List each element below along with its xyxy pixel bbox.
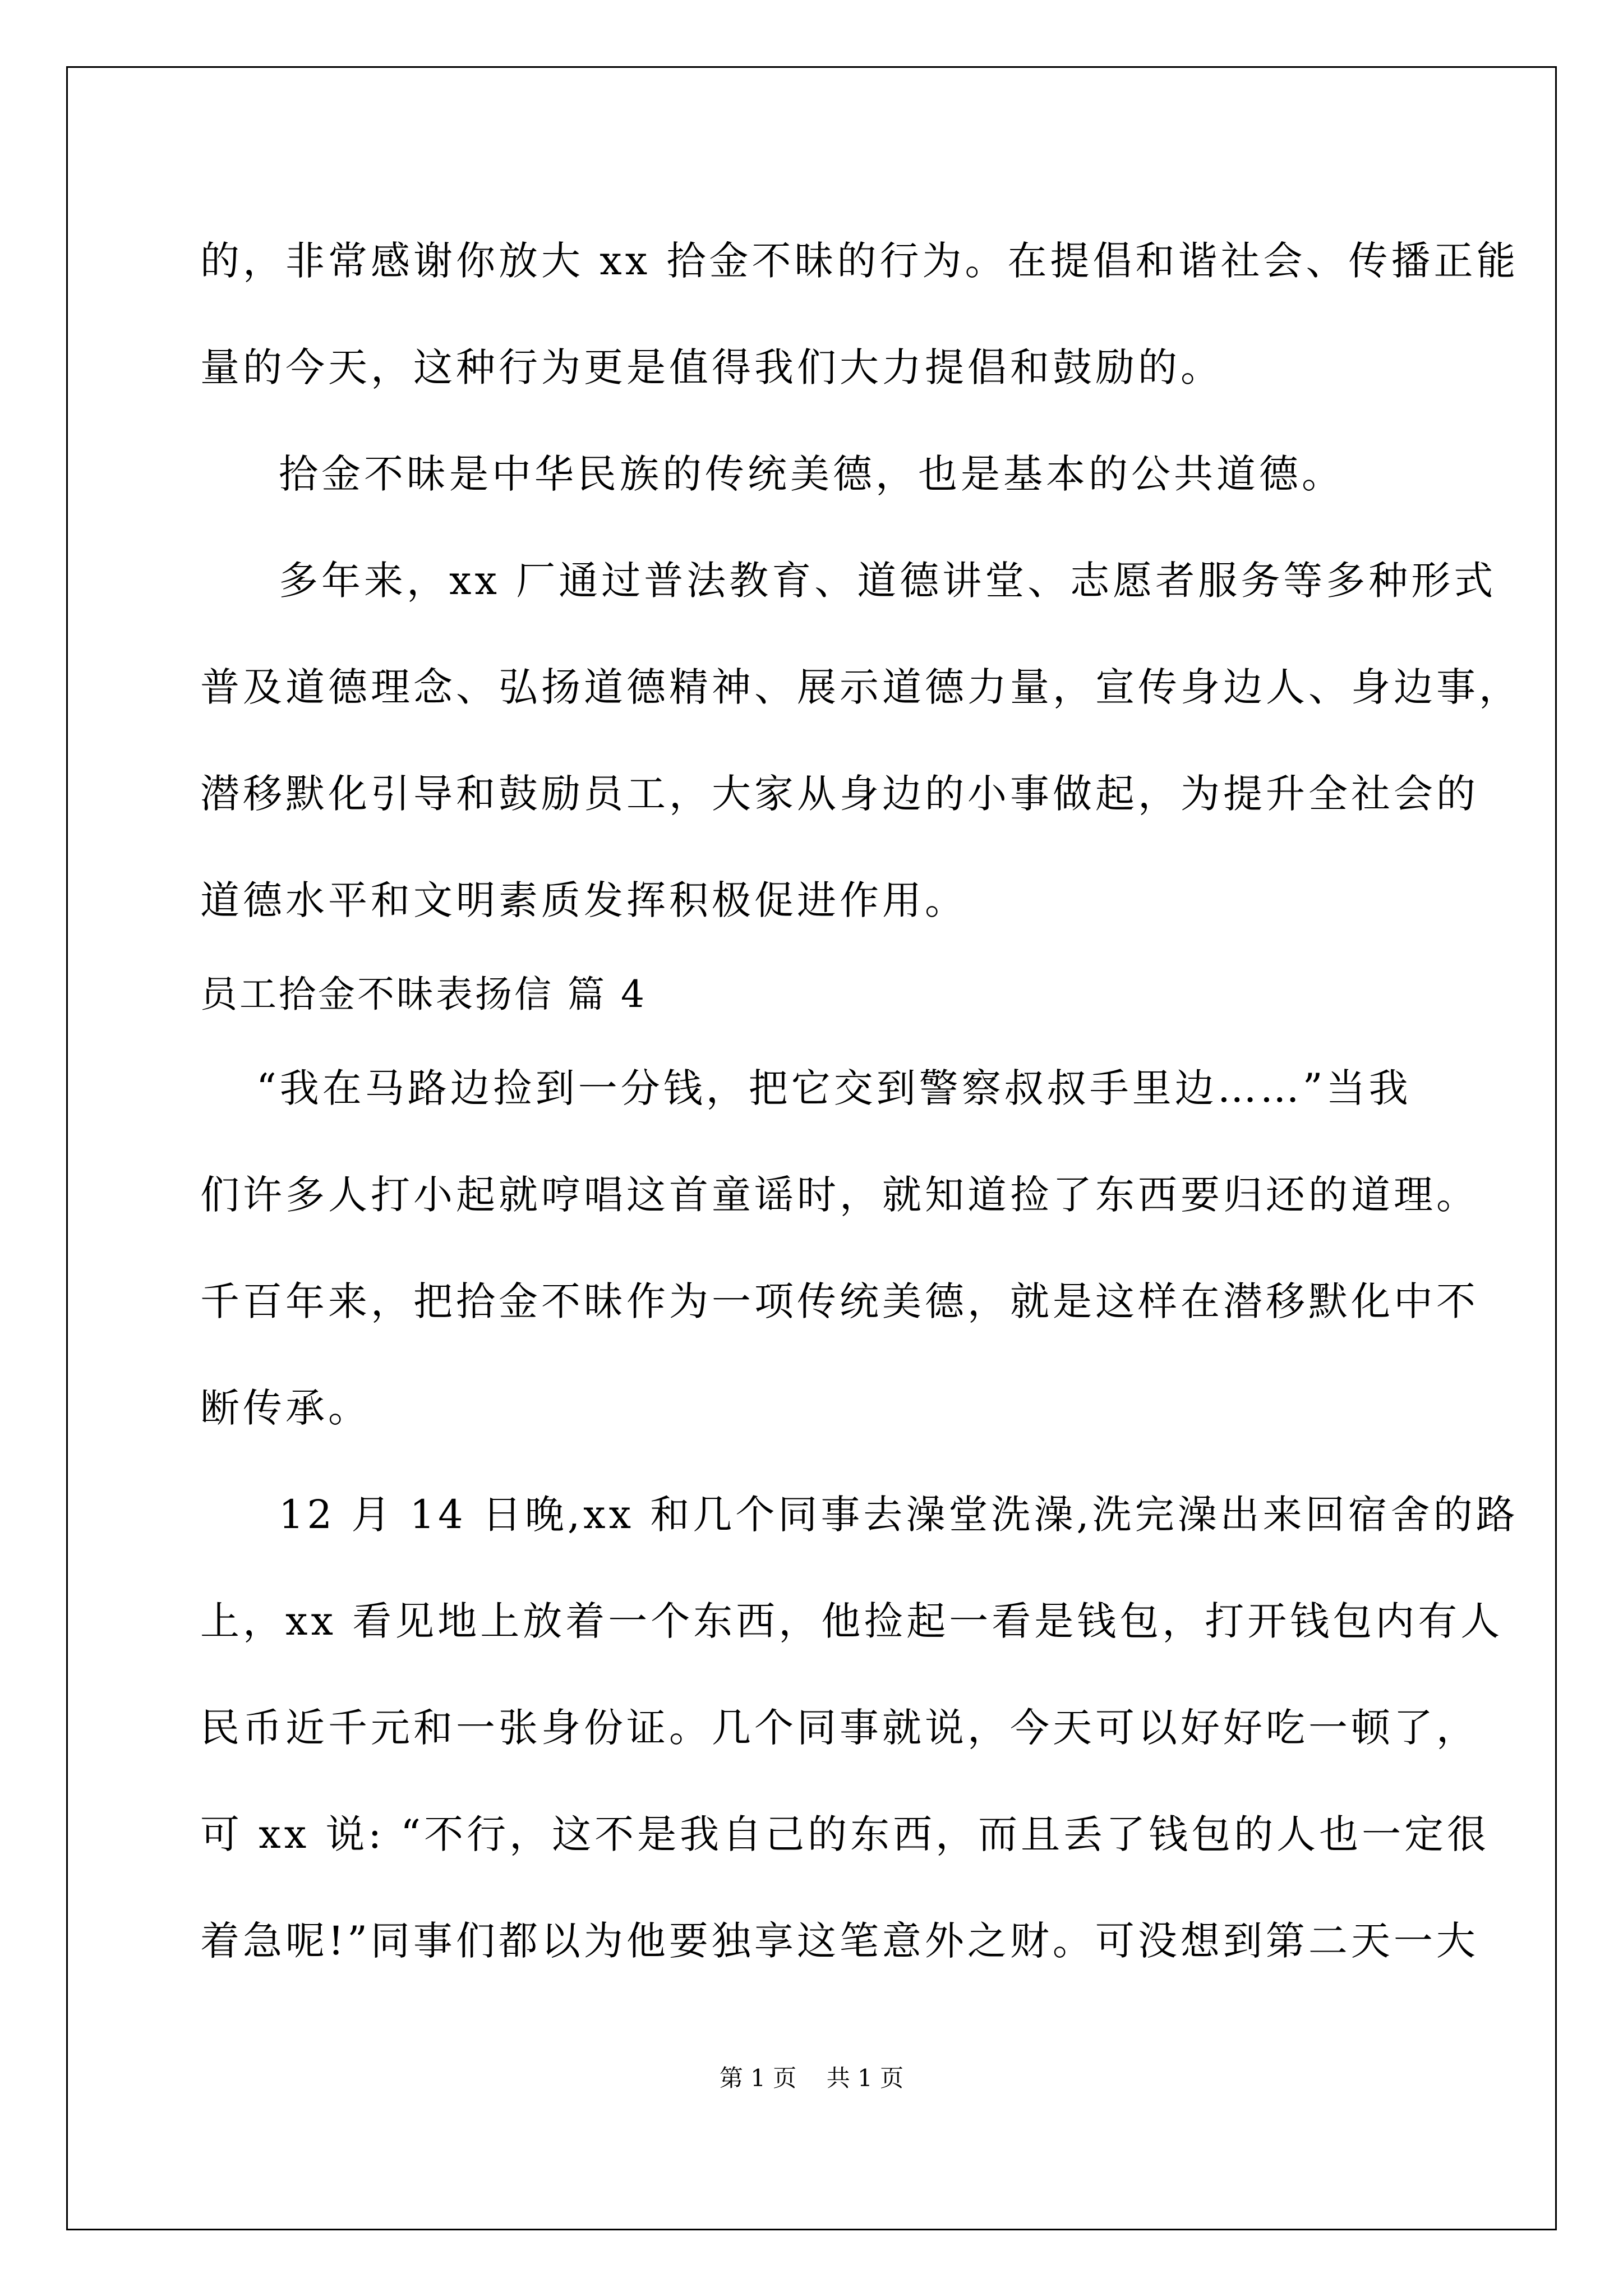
page-number-footer: 第 1 页 共 1 页 xyxy=(719,2064,904,2092)
paragraph-line: “我在马路边捡到一分钱，把它交到警察叔叔手里边……”当我 xyxy=(256,1065,1412,1111)
paragraph-line: 普及道德理念、弘扬道德精神、展示道德力量，宣传身边人、身边事， xyxy=(200,664,1521,710)
paragraph-line: 上，xx 看见地上放着一个东西，他捡起一看是钱包，打开钱包内有人 xyxy=(200,1598,1504,1644)
paragraph-line: 量的今天，这种行为更是值得我们大力提倡和鼓励的。 xyxy=(200,344,1223,390)
paragraph-line: 可 xx 说: “不行，这不是我自己的东西，而且丢了钱包的人也一定很 xyxy=(200,1811,1490,1857)
paragraph-line: 拾金不昧是中华民族的传统美德，也是基本的公共道德。 xyxy=(279,451,1344,497)
paragraph-line: 道德水平和文明素质发挥积极促进作用。 xyxy=(200,877,967,923)
paragraph-line: 12 月 14 日晚,xx 和几个同事去澡堂洗澡,洗完澡出来回宿舍的路 xyxy=(279,1492,1519,1538)
paragraph-line: 着急呢!”同事们都以为他要独享这笔意外之财。可没想到第二天一大 xyxy=(200,1918,1479,1964)
paragraph-line: 千百年来，把拾金不昧作为一项传统美德，就是这样在潜移默化中不 xyxy=(200,1278,1479,1324)
paragraph-line: 潜移默化引导和鼓励员工，大家从身边的小事做起，为提升全社会的 xyxy=(200,771,1479,817)
document-body xyxy=(200,208,1521,1994)
section-heading: 员工拾金不昧表扬信 篇 4 xyxy=(200,973,647,1016)
paragraph-line: 们许多人打小起就哼唱这首童谣时，就知道捡了东西要归还的道理。 xyxy=(200,1172,1479,1218)
paragraph-line: 的，非常感谢你放大 xx 拾金不昧的行为。在提倡和谐社会、传播正能 xyxy=(200,238,1519,284)
paragraph-line: 断传承。 xyxy=(200,1385,371,1431)
paragraph-line: 民币近千元和一张身份证。几个同事就说，今天可以好好吃一顿了， xyxy=(200,1705,1479,1751)
paragraph-line: 多年来，xx 厂通过普法教育、道德讲堂、志愿者服务等多种形式 xyxy=(279,558,1497,604)
